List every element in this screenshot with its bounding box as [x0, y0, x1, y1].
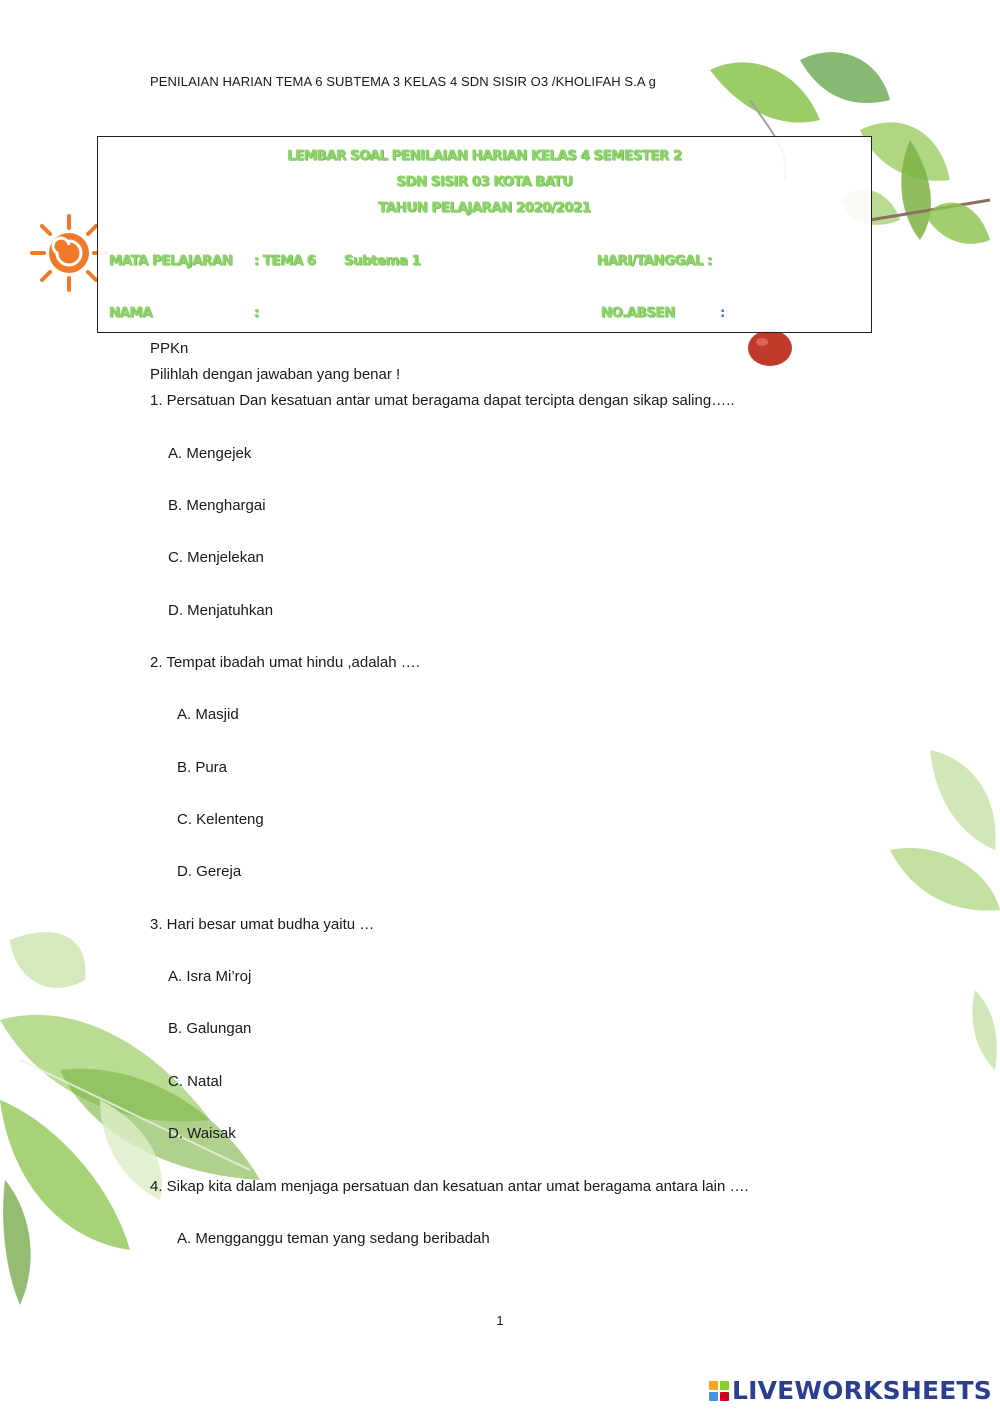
liveworksheets-logo-icon: [709, 1381, 729, 1401]
date-label: HARI/TANGGAL :: [597, 253, 712, 269]
question-2: 2. Tempat ibadah umat hindu ,adalah ….: [150, 654, 420, 671]
absence-number-colon: :: [720, 305, 725, 321]
question-1: 1. Persatuan Dan kesatuan antar umat beragama dapat tercipta dengan sikap saling…..: [150, 392, 735, 409]
subject-value: : TEMA 6: [254, 253, 316, 269]
question-4: 4. Sikap kita dalam menjaga persatuan dan kesatuan antar umat beragama antara lain ….: [150, 1178, 749, 1195]
q1-option-c[interactable]: C. Menjelekan: [168, 549, 264, 566]
liveworksheets-brand-text: LIVEWORKSHEETS: [731, 1376, 992, 1405]
question-3: 3. Hari besar umat budha yaitu …: [150, 916, 375, 933]
absence-number-label: NO.ABSEN: [601, 305, 675, 321]
title-line-1: LEMBAR SOAL PENILAIAN HARIAN KELAS 4 SEMESTER 2: [287, 148, 682, 164]
page-number: 1: [496, 1313, 504, 1328]
decorative-leaves-right: [880, 740, 1000, 1070]
q1-option-b[interactable]: B. Menghargai: [168, 497, 266, 514]
q4-option-a[interactable]: A. Mengganggu teman yang sedang beribadah: [177, 1230, 490, 1247]
q3-option-a[interactable]: A. Isra Mi’roj: [168, 968, 252, 985]
name-colon: :: [254, 305, 259, 321]
running-header: PENILAIAN HARIAN TEMA 6 SUBTEMA 3 KELAS 4 SDN SISIR O3 /KHOLIFAH S.A g: [150, 74, 656, 89]
q2-option-a[interactable]: A. Masjid: [177, 706, 239, 723]
q2-option-c[interactable]: C. Kelenteng: [177, 811, 264, 828]
q1-option-a[interactable]: A. Mengejek: [168, 445, 252, 462]
title-line-3: TAHUN PELAJARAN 2020/2021: [378, 200, 591, 216]
subtheme-value: Subtema 1: [344, 253, 421, 269]
q3-option-d[interactable]: D. Waisak: [168, 1125, 236, 1142]
q3-option-c[interactable]: C. Natal: [168, 1073, 223, 1090]
instruction-text: Pilihlah dengan jawaban yang benar !: [150, 366, 401, 383]
subject-label: MATA PELAJARAN: [109, 253, 233, 269]
name-label: NAMA: [109, 305, 153, 321]
title-line-2: SDN SISIR 03 KOTA BATU: [396, 174, 573, 190]
q2-option-d[interactable]: D. Gereja: [177, 863, 242, 880]
subject-heading: PPKn: [150, 340, 189, 357]
q3-option-b[interactable]: B. Galungan: [168, 1020, 252, 1037]
title-box: [97, 136, 872, 333]
liveworksheets-logo[interactable]: [709, 1376, 992, 1405]
q1-option-d[interactable]: D. Menjatuhkan: [168, 602, 274, 619]
q2-option-b[interactable]: B. Pura: [177, 759, 228, 776]
